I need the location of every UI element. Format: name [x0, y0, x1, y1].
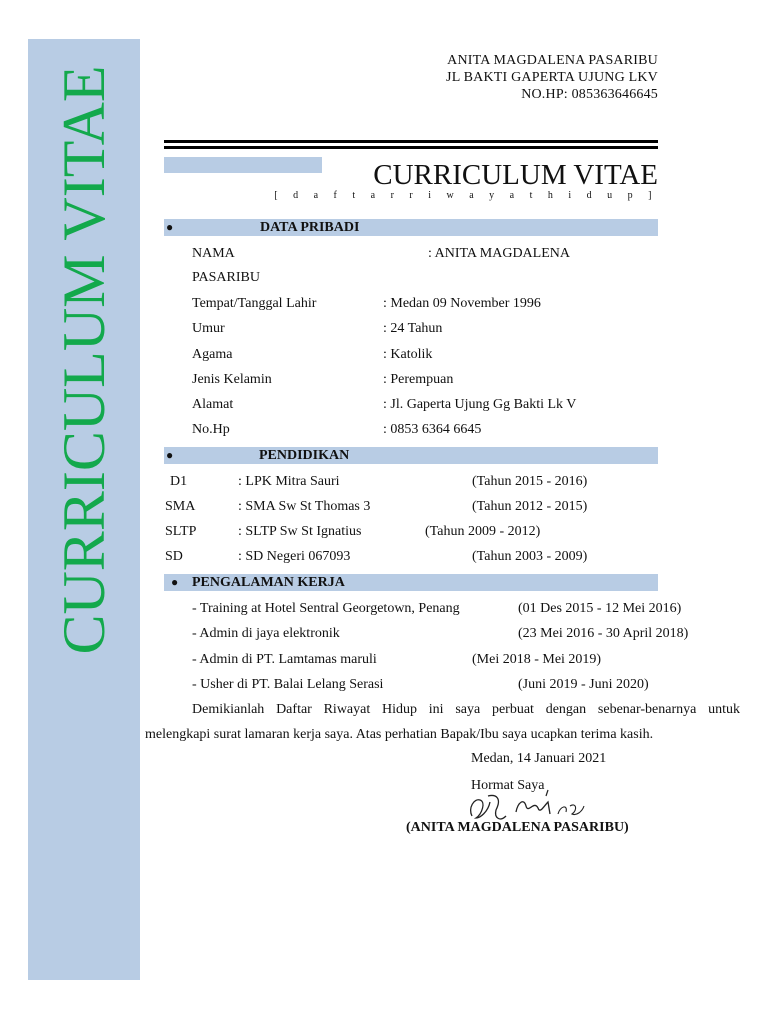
education-years: (Tahun 2012 - 2015) — [472, 499, 588, 514]
section-personal-label: DATA PRIBADI — [260, 220, 360, 235]
education-school: : SD Negeri 067093 — [238, 549, 351, 564]
personal-label: Tempat/Tanggal Lahir — [192, 296, 317, 311]
education-level: SLTP — [165, 524, 197, 539]
signature-name: (ANITA MAGDALENA PASARIBU) — [406, 820, 629, 835]
section-education-label: PENDIDIKAN — [259, 448, 350, 463]
bullet-icon: ● — [166, 448, 174, 462]
personal-value: : Medan 09 November 1996 — [383, 296, 541, 311]
sidebar-title: CURRICULUM VITAE — [51, 65, 117, 655]
education-level: SD — [165, 549, 183, 564]
name-value-cont: PASARIBU — [192, 270, 260, 285]
header-phone: NO.HP: 085363646645 — [521, 87, 658, 102]
personal-value: : Perempuan — [383, 372, 454, 387]
header-name: ANITA MAGDALENA PASARIBU — [447, 53, 658, 68]
section-experience-label: PENGALAMAN KERJA — [192, 575, 345, 590]
closing-paragraph-line1: Demikianlah Daftar Riwayat Hidup ini saya perbuat dengan sebenar-benarnya untuk — [192, 702, 740, 717]
experience-job: - Admin di jaya elektronik — [192, 626, 340, 641]
personal-value: : 0853 6364 6645 — [383, 422, 482, 437]
education-level: D1 — [170, 474, 188, 489]
education-years: (Tahun 2015 - 2016) — [472, 474, 588, 489]
closing-date: Medan, 14 Januari 2021 — [471, 751, 607, 766]
experience-job: - Usher di PT. Balai Lelang Serasi — [192, 677, 384, 692]
section-personal — [164, 219, 658, 236]
divider-bottom — [164, 146, 658, 149]
personal-label: Agama — [192, 347, 233, 362]
education-school: : LPK Mitra Sauri — [238, 474, 340, 489]
personal-label: Umur — [192, 321, 225, 336]
personal-value: : 24 Tahun — [383, 321, 443, 336]
closing-paragraph-line2: melengkapi surat lamaran kerja saya. Atas perhatian Bapak/Ibu saya ucapkan terima kasih. — [145, 727, 654, 742]
header-address: JL BAKTI GAPERTA UJUNG LKV — [446, 70, 658, 85]
bullet-icon: ● — [171, 575, 179, 589]
personal-label: Jenis Kelamin — [192, 372, 272, 387]
experience-period: (Juni 2019 - Juni 2020) — [518, 677, 649, 692]
education-years: (Tahun 2003 - 2009) — [472, 549, 588, 564]
bullet-icon: ● — [166, 220, 174, 234]
education-level: SMA — [165, 499, 196, 514]
experience-period: (23 Mei 2016 - 30 April 2018) — [518, 626, 689, 641]
personal-value: : Katolik — [383, 347, 433, 362]
name-label: NAMA — [192, 246, 235, 261]
name-value: : ANITA MAGDALENA — [428, 246, 570, 261]
page-title: CURRICULUM VITAE — [373, 159, 658, 191]
section-experience — [164, 574, 658, 591]
experience-period: (Mei 2018 - Mei 2019) — [472, 652, 602, 667]
education-years: (Tahun 2009 - 2012) — [425, 524, 541, 539]
section-education — [164, 447, 658, 464]
page-subtitle: [ d a f t a r r i w a y a t h i d u p ] — [274, 190, 658, 201]
decorative-block — [164, 157, 322, 173]
closing-regards: Hormat Saya — [471, 778, 545, 793]
experience-job: - Training at Hotel Sentral Georgetown, Penang — [192, 601, 460, 616]
experience-job: - Admin di PT. Lamtamas maruli — [192, 652, 377, 667]
education-school: : SMA Sw St Thomas 3 — [238, 499, 371, 514]
experience-period: (01 Des 2015 - 12 Mei 2016) — [518, 601, 682, 616]
personal-value: : Jl. Gaperta Ujung Gg Bakti Lk V — [383, 397, 577, 412]
education-school: : SLTP Sw St Ignatius — [238, 524, 362, 539]
divider-top — [164, 140, 658, 143]
personal-label: No.Hp — [192, 422, 230, 437]
header-contact — [446, 52, 658, 103]
personal-label: Alamat — [192, 397, 234, 412]
